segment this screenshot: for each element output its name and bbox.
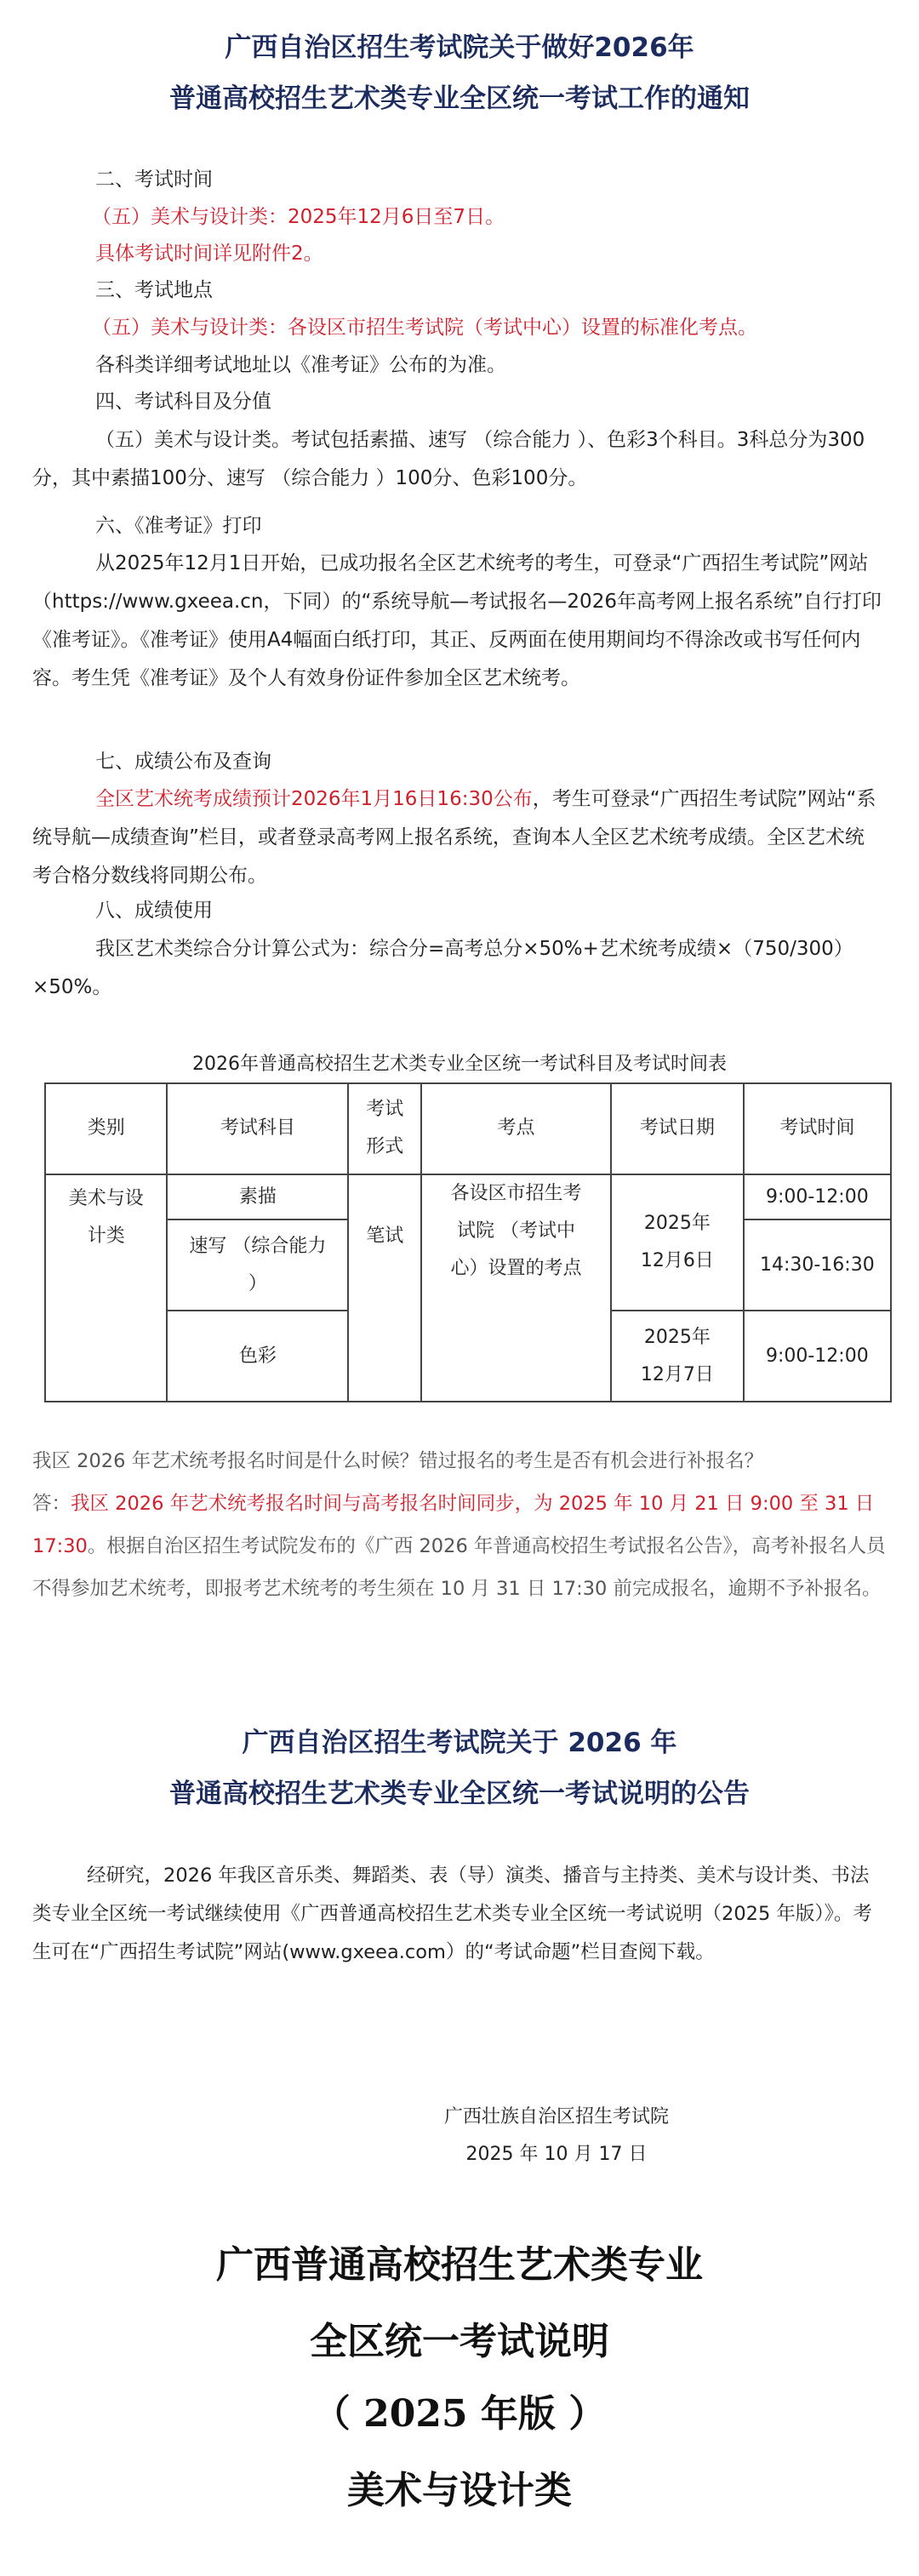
results-release-date: 全区艺术统考成绩预计2026年1月16日16:30公布 [95, 788, 533, 810]
header-category: 类别 [45, 1083, 167, 1174]
section-heading-exam-location: 三、考试地点 [95, 279, 213, 301]
cover-title-line2: 全区统一考试说明 [310, 2320, 609, 2363]
section-heading-exam-time: 二、考试时间 [95, 168, 213, 191]
section-heading-results: 七、成绩公布及查询 [95, 751, 271, 773]
subjects-scores-body: （五）美术与设计类。考试包括素描、速写 （综合能力 ）、色彩3个科目。3科总分为300分，其中素描100分、速写 （综合能力 ）100分、色彩100分。 [32, 429, 865, 489]
section-heading-subjects-scores: 四、考试科目及分值 [95, 391, 271, 413]
faq-answer-rest: 。根据自治区招生考试院发布的《广西 2026 年普通高校招生考试报名公告》，高考补报名人员不得参加艺术统考，即报考艺术统考的考生须在 10 月 31 日 17:30 前完成报名，逾期不予补报名。 [32, 1535, 886, 1600]
table-header-row [45, 1083, 891, 1174]
cover-title-edition: （ 2025 年版 ） [312, 2392, 607, 2436]
score-formula: 我区艺术类综合分计算公式为：综合分=高考总分×50%+艺术统考成绩×（750/300）×50%。 [32, 938, 853, 998]
admission-ticket-body: 从2025年12月1日开始，已成功报名全区艺术统考的考生，可登录“广西招生考试院”网站（https://www.gxeea.cn，下同）的“系统导航—考试报名—2026年高考网上报名系统”自行打印《准考证》。《准考证》使用A4幅面白纸打印，其正、反两面在使用期间均不得涂改或书写任何内容。考生凭《准考证》及个人有效身份证件参加全区艺术统考。 [32, 552, 882, 689]
exam-time-detail-note: 具体考试时间详见附件2。 [95, 243, 323, 265]
cover-title-category: 美术与设计类 [347, 2469, 572, 2512]
header-venue: 考点 [421, 1083, 611, 1174]
announcement-body: 经研究，2026 年我区音乐类、舞蹈类、表（导）演类、播音与主持类、美术与设计类、书法类专业全区统一考试继续使用《广西普通高校招生艺术类专业全区统一考试说明（2025 年版）》。考生可在“广西招生考试院”网站(www.gxeea.com）的“考试命题”栏目查阅下载。 [32, 1865, 872, 1963]
cell-category: 美术与设计类 [45, 1174, 167, 1402]
results-body [32, 780, 883, 895]
schedule-table-caption: 2026年普通高校招生艺术类专业全区统一考试科目及考试时间表 [192, 1054, 727, 1075]
faq-block [32, 1440, 892, 1610]
cell-date: 2025年12月6日 [611, 1174, 744, 1311]
header-date: 考试日期 [611, 1083, 744, 1174]
cell-format: 笔试 [348, 1174, 421, 1402]
cell-subject: 速写 （综合能力 ） [167, 1219, 348, 1311]
header-time: 考试时间 [744, 1083, 891, 1174]
notice-title-line1: 广西自治区招生考试院关于做好2026年 [225, 32, 694, 63]
header-subject: 考试科目 [167, 1083, 348, 1174]
cell-subject: 素描 [167, 1174, 348, 1219]
section-heading-admission-ticket: 六、《准考证》打印 [95, 515, 262, 537]
faq-answer [32, 1482, 892, 1610]
cell-venue: 各设区市招生考试院 （考试中心）设置的考点 [421, 1174, 611, 1402]
faq-answer-prefix: 答： [32, 1493, 71, 1515]
cell-time: 9:00-12:00 [744, 1174, 891, 1219]
faq-question: 我区 2026 年艺术统考报名时间是什么时候？错过报名的考生是否有机会进行补报名？ [32, 1450, 764, 1472]
notice-title-line2: 普通高校招生艺术类专业全区统一考试工作的通知 [169, 83, 750, 114]
exam-time-art-design: （五）美术与设计类：2025年12月6日至7日。 [92, 206, 505, 228]
announcement-title-line1: 广西自治区招生考试院关于 2026 年 [242, 1728, 677, 1758]
table-row [45, 1174, 891, 1219]
exam-location-art-design: （五）美术与设计类：各设区市招生考试院（考试中心）设置的标准化考点。 [92, 317, 757, 339]
exam-location-note: 各科类详细考试地址以《准考证》公布的为准。 [95, 354, 506, 376]
section-heading-score-use: 八、成绩使用 [95, 900, 213, 922]
cell-time: 14:30-16:30 [744, 1219, 891, 1311]
signature-org: 广西壮族自治区招生考试院 [443, 2106, 669, 2128]
faq-answer-highlight: 我区 2026 年艺术统考报名时间与高考报名时间同步，为 2025 年 10 月 21 日 9:00 至 31 日 17:30 [32, 1493, 875, 1557]
cell-time: 9:00-12:00 [744, 1311, 891, 1402]
signature-date: 2025 年 10 月 17 日 [465, 2144, 648, 2165]
schedule-table [44, 1082, 892, 1402]
cover-title-line1: 广西普通高校招生艺术类专业 [216, 2243, 703, 2287]
cell-subject: 色彩 [167, 1311, 348, 1402]
cell-date: 2025年12月7日 [611, 1311, 744, 1402]
header-format: 考试形式 [348, 1083, 421, 1174]
results-body-text: ，考生可登录“广西招生考试院”网站“系统导航—成绩查询”栏目，或者登录高考网上报名系统，查询本人全区艺术统考成绩。全区艺术统考合格分数线将同期公布。 [32, 788, 876, 887]
announcement-title-line2: 普通高校招生艺术类专业全区统一考试说明的公告 [169, 1779, 750, 1809]
